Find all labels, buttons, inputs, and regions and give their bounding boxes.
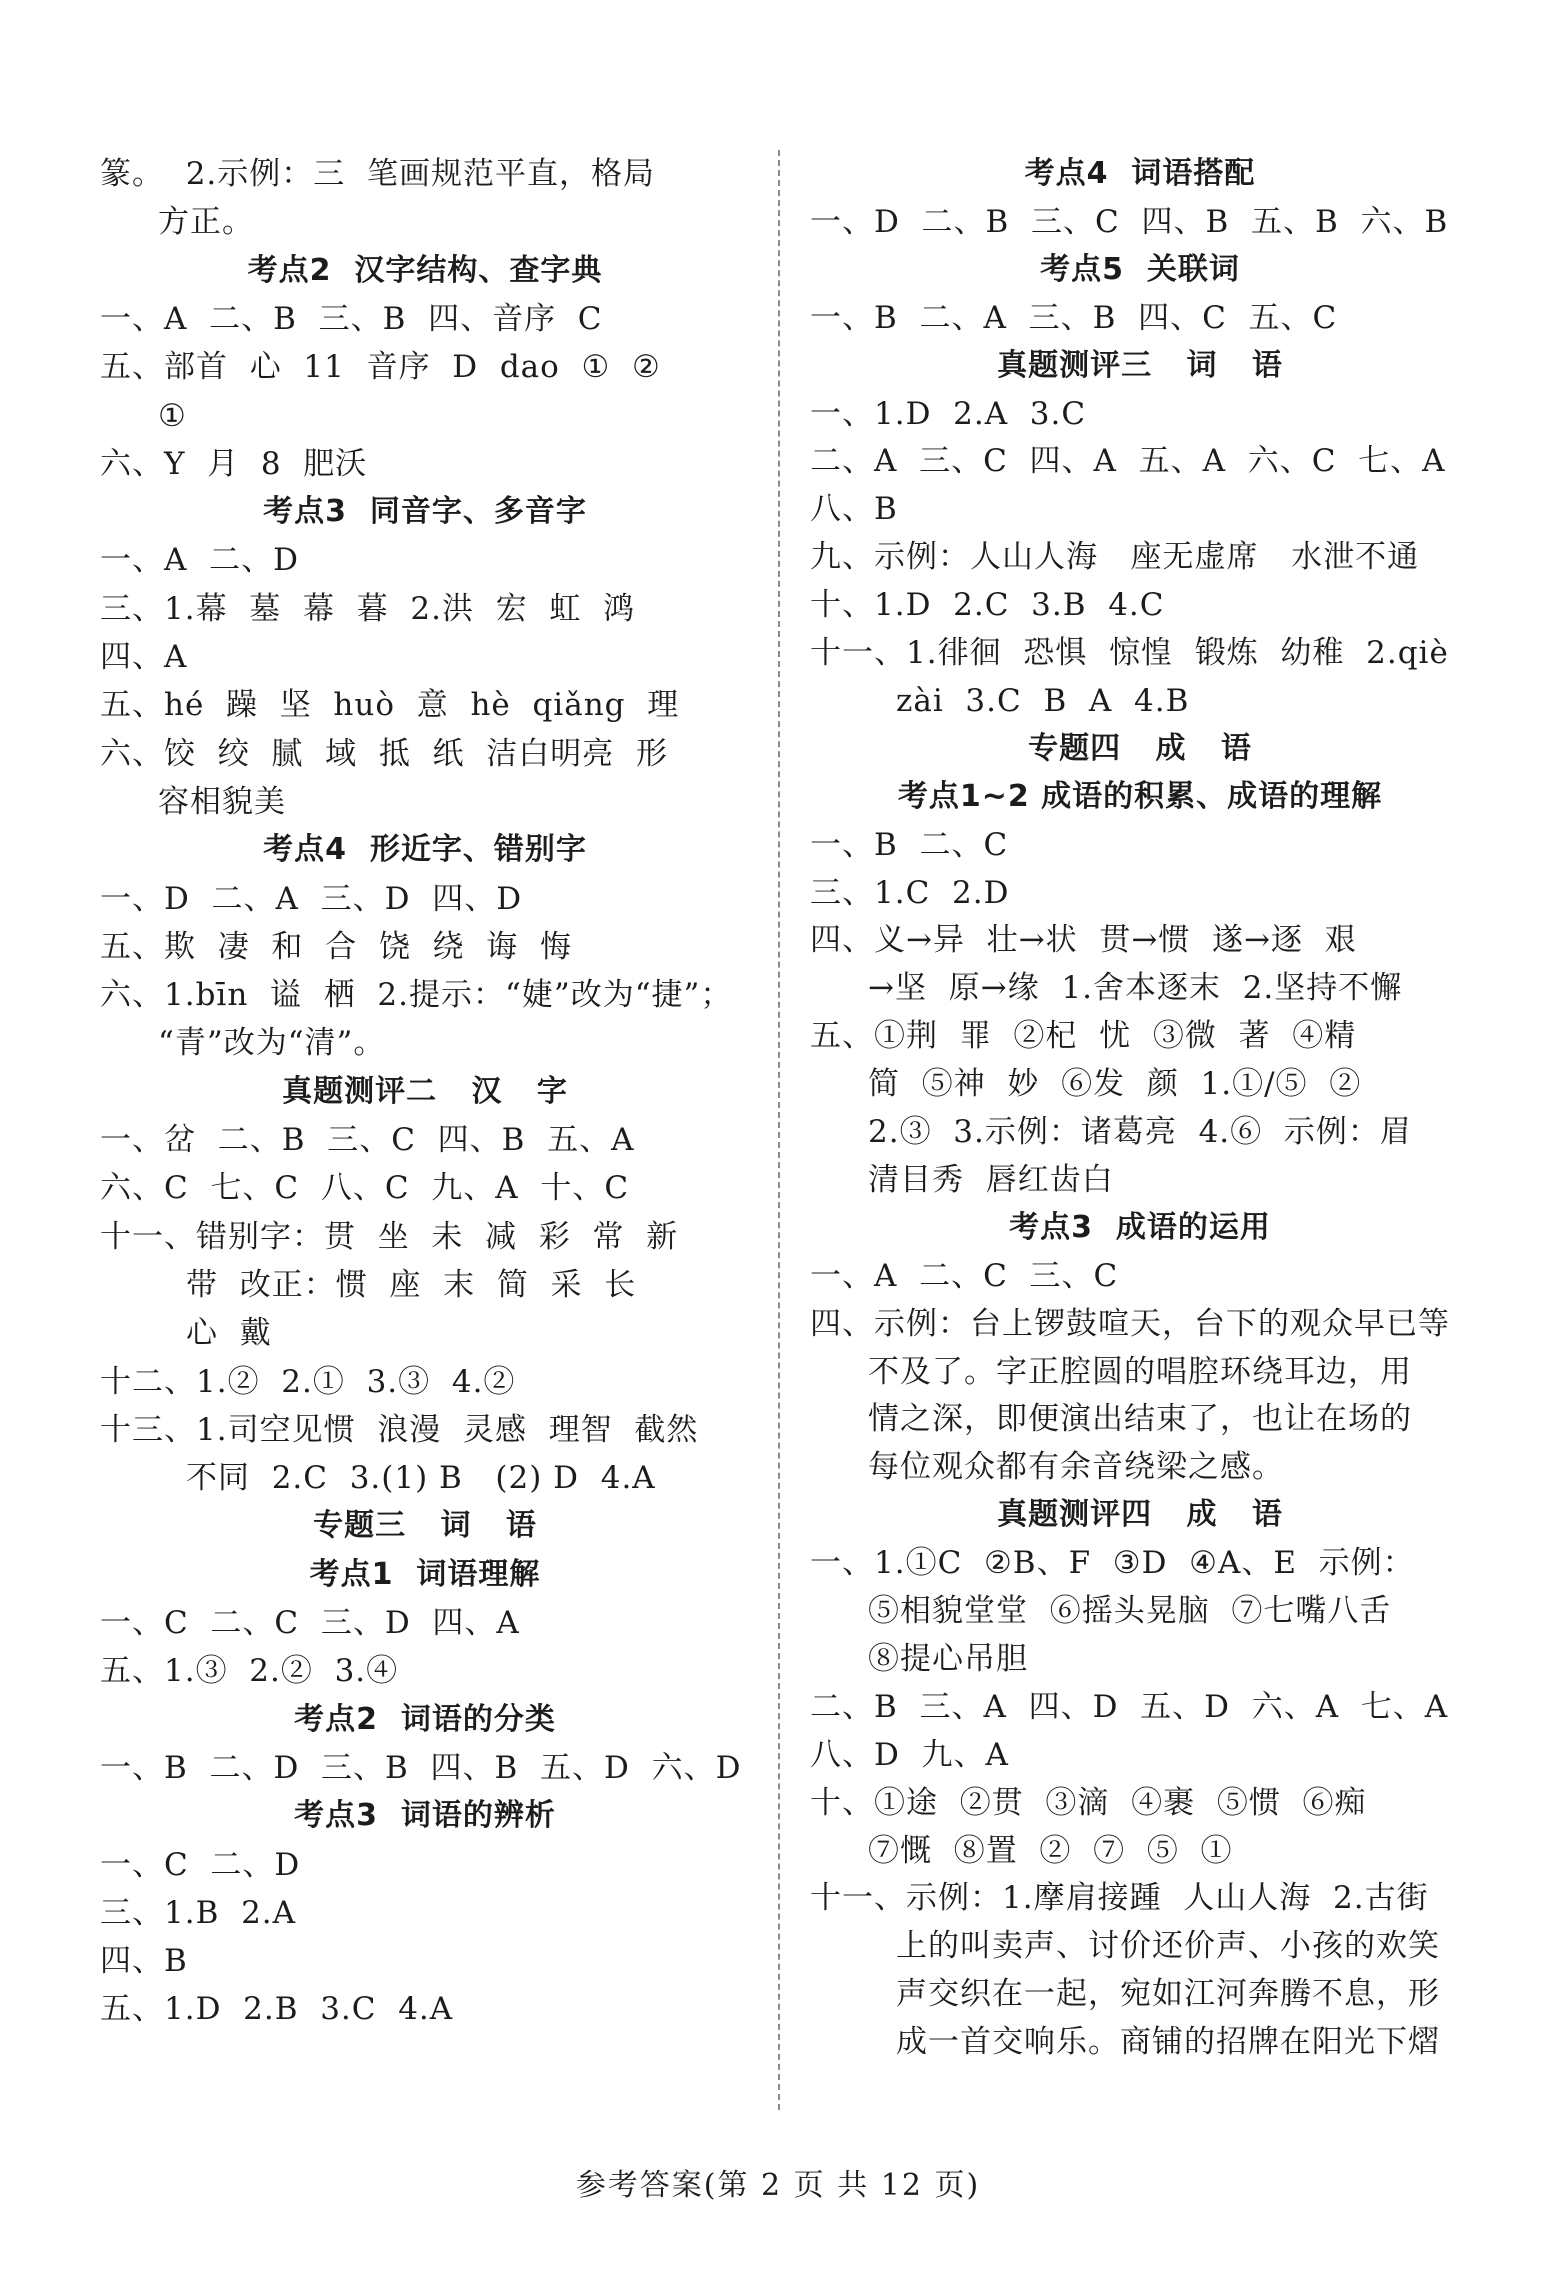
answer-line: 不及了。字正腔圆的唱腔环绕耳边，用	[868, 1353, 1412, 1390]
answer-line: 成一首交响乐。商铺的招牌在阳光下熠	[896, 2024, 1440, 2061]
answer-line: 九、示例：人山人海 座无虚席 水泄不通	[810, 539, 1420, 576]
section-heading: 考点4 词语搭配	[1024, 156, 1256, 191]
answer-line: ⑤相貌堂堂 ⑥摇头晃脑 ⑦七嘴八舌	[868, 1593, 1392, 1629]
answer-line: 情之深，即便演出结束了，也让在场的	[868, 1401, 1412, 1438]
answer-line: 五、部首 心 11 音序 D dao ① ②	[100, 349, 661, 386]
answer-line: 六、饺 绞 腻 域 抵 纸 洁白明亮 形	[100, 735, 668, 772]
answer-line: 心 戴	[186, 1315, 272, 1352]
answer-line: 八、B	[810, 491, 898, 528]
answer-line: 一、A 二、D	[100, 542, 299, 579]
section-heading: 真题测评四 成 语	[997, 1497, 1283, 1533]
answer-line: 一、B 二、A 三、B 四、C 五、C	[810, 299, 1338, 336]
section-heading: 考点2 汉字结构、查字典	[247, 252, 603, 288]
answer-line: 三、1.幕 墓 幕 暮 2.洪 宏 虹 鸿	[100, 590, 636, 627]
section-heading: 真题测评三 词 语	[997, 347, 1283, 383]
answer-line: 带 改正：惯 座 末 简 采 长	[186, 1266, 637, 1303]
answer-line: 三、1.B 2.A	[100, 1894, 297, 1931]
answer-line: 一、D 二、A 三、D 四、D	[100, 880, 523, 917]
section-heading: 考点5 关联词	[1040, 251, 1240, 287]
answer-line: 一、B 二、C	[810, 826, 1009, 863]
section-heading: 专题三 词 语	[313, 1508, 537, 1544]
answer-line: 十、①途 ②贯 ③滴 ④裹 ⑤惯 ⑥痴	[810, 1784, 1367, 1821]
answer-line: 一、1.D 2.A 3.C	[810, 395, 1087, 432]
answer-line: ⑧提心吊胆	[868, 1640, 1028, 1677]
section-heading: 考点1~2 成语的积累、成语的理解	[897, 778, 1383, 814]
answer-line: 十一、错别字：贯 坐 未 减 彩 常 新	[100, 1218, 679, 1255]
answer-line: 四、B	[100, 1943, 188, 1980]
section-heading: 考点4 形近字、错别字	[263, 832, 587, 868]
answer-line: 一、D 二、B 三、C 四、B 五、B 六、B	[810, 203, 1449, 240]
answer-line: 容相貌美	[158, 783, 286, 820]
answer-line: 声交织在一起，宛如江河奔腾不息，形	[896, 1976, 1440, 2013]
answer-line: 上的叫卖声、讨价还价声、小孩的欢笑	[896, 1928, 1440, 1965]
answer-line: 十二、1.② 2.① 3.③ 4.②	[100, 1363, 516, 1400]
answer-line: 清目秀 唇红齿白	[868, 1161, 1114, 1198]
answer-line: 四、示例：台上锣鼓喧天，台下的观众早已等	[810, 1305, 1450, 1342]
section-heading: 考点3 同音字、多音字	[263, 494, 587, 530]
answer-line: 十三、1.司空见惯 浪漫 灵感 理智 截然	[100, 1411, 699, 1448]
answer-line: 五、①荆 罪 ②杞 忧 ③微 著 ④精	[810, 1018, 1357, 1055]
answer-line: 方正。	[158, 204, 254, 241]
answer-line: 2.③ 3.示例：诸葛亮 4.⑥ 示例：眉	[868, 1114, 1412, 1150]
answer-line: 六、Y 月 8 肥沃	[100, 445, 368, 482]
section-heading: 考点2 词语的分类	[294, 1701, 556, 1737]
answer-line: 二、B 三、A 四、D 五、D 六、A 七、A	[810, 1688, 1449, 1725]
answer-line: 五、hé 躁 坚 huò 意 hè qiǎng 理	[100, 687, 680, 724]
answer-line: 五、1.③ 2.② 3.④	[100, 1653, 399, 1690]
answer-line: 篆。 2.示例：三 笔画规范平直，格局	[100, 156, 655, 192]
section-heading: 考点3 成语的运用	[1009, 1209, 1271, 1245]
answer-line: 一、C 二、D	[100, 1846, 301, 1883]
answer-line: 四、义→异 壮→状 贯→惯 遂→逐 艰	[810, 922, 1357, 959]
answer-line: 十、1.D 2.C 3.B 4.C	[810, 587, 1165, 624]
answer-line: 十一、1.徘徊 恐惧 惊惶 锻炼 幼稚 2.qiè	[810, 635, 1449, 671]
answer-line: 简 ⑤神 妙 ⑥发 颜 1.①/⑤ ②	[868, 1066, 1362, 1103]
answer-line: →坚 原→缘 1.舍本逐末 2.坚持不懈	[868, 970, 1403, 1007]
answer-line: 一、B 二、D 三、B 四、B 五、D 六、D	[100, 1749, 742, 1786]
answer-line: 五、1.D 2.B 3.C 4.A	[100, 1991, 454, 2028]
answer-line: 一、岔 二、B 三、C 四、B 五、A	[100, 1122, 635, 1158]
answer-line: 不同 2.C 3.(1) B (2) D 4.A	[186, 1460, 656, 1497]
page-footer: 参考答案(第 2 页 共 12 页)	[575, 2168, 981, 2203]
answer-line: 每位观众都有余音绕梁之感。	[868, 1449, 1284, 1486]
answer-line: 六、1.bīn 谥 栖 2.提示：“婕”改为“捷”；	[100, 977, 733, 1014]
answer-line: 三、1.C 2.D	[810, 874, 1010, 911]
answer-line: 四、A	[100, 639, 188, 675]
section-heading: 考点3 词语的辨析	[294, 1798, 556, 1834]
answer-line: 一、1.①C ②B、F ③D ④A、E 示例：	[810, 1545, 1415, 1582]
answer-line: ①	[158, 397, 187, 434]
section-heading: 真题测评二 汉 字	[282, 1073, 568, 1109]
answer-line: 六、C 七、C 八、C 九、A 十、C	[100, 1170, 630, 1207]
answer-line: 五、欺 凄 和 合 饶 绕 诲 悔	[100, 928, 572, 965]
column-divider	[778, 150, 780, 2110]
answer-line: ⑦慨 ⑧置 ② ⑦ ⑤ ①	[868, 1832, 1233, 1869]
section-heading: 专题四 成 语	[1028, 730, 1252, 766]
answer-line: zài 3.C B A 4.B	[896, 682, 1190, 719]
answer-line: 十一、示例：1.摩肩接踵 人山人海 2.古街	[810, 1880, 1429, 1917]
answer-line: 一、A 二、C 三、C	[810, 1257, 1119, 1294]
answer-line: 八、D 九、A	[810, 1736, 1009, 1773]
answer-line: 一、A 二、B 三、B 四、音序 C	[100, 300, 603, 337]
answer-line: 二、A 三、C 四、A 五、A 六、C 七、A	[810, 443, 1446, 480]
answer-line: “青”改为“清”。	[158, 1025, 386, 1062]
section-heading: 考点1 词语理解	[309, 1556, 541, 1592]
answer-line: 一、C 二、C 三、D 四、A	[100, 1605, 520, 1641]
